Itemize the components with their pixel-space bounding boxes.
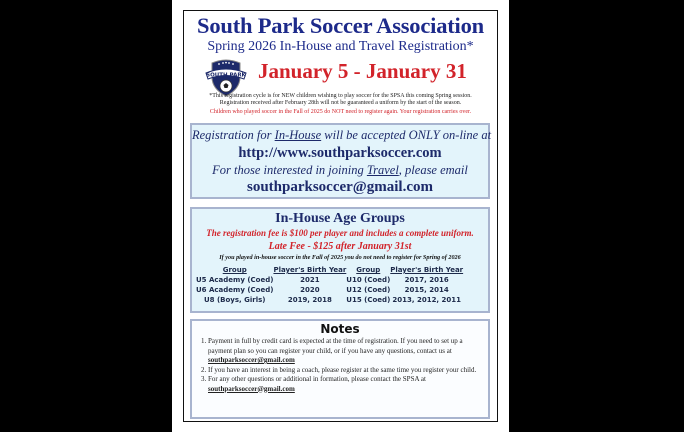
age-groups-panel bbox=[190, 207, 490, 313]
note-text: For any other questions or additional in formation, please contact the SPSA at bbox=[208, 375, 426, 383]
notes-list bbox=[198, 337, 482, 394]
birth-year-cell: 2021 bbox=[300, 276, 320, 284]
note-item bbox=[208, 375, 482, 394]
registration-fee-text: The registration fee is $100 per player and includes a complete uniform. bbox=[206, 228, 474, 238]
inhouse-text-post: will be accepted ONLY on-line at bbox=[321, 128, 492, 142]
website-link[interactable]: http://www.southparksoccer.com bbox=[238, 145, 442, 161]
birth-year-cell: 2020 bbox=[300, 286, 320, 294]
association-title: South Park Soccer Association bbox=[197, 13, 484, 38]
inhouse-text-pre: Registration for bbox=[192, 128, 275, 142]
birth-year-cell: 2015, 2014 bbox=[404, 286, 449, 294]
travel-email-text bbox=[192, 163, 488, 178]
table-header-row bbox=[196, 265, 463, 275]
fall-players-note: If you played in-house soccer in the Fall of 2025 you do not need to register for Spring of 2026 bbox=[219, 254, 461, 261]
group-cell: U6 Academy (Coed) bbox=[196, 286, 274, 294]
fine-print-uniform-deadline: Registration received after February 28th will not be guaranteed a uniform by the start of the season. bbox=[219, 100, 462, 106]
travel-text-pre: For those interested in joining bbox=[212, 163, 367, 177]
age-groups-table bbox=[196, 265, 463, 305]
table-row bbox=[196, 275, 463, 285]
birth-year-cell: 2019, 2018 bbox=[287, 296, 332, 304]
notes-panel bbox=[190, 319, 490, 419]
travel-label: Travel bbox=[366, 163, 399, 177]
registration-info-panel bbox=[190, 123, 490, 199]
note-item bbox=[208, 337, 482, 366]
late-fee-text: Late Fee - $125 after January 31st bbox=[268, 241, 412, 252]
header-group: Group bbox=[356, 266, 381, 274]
flyer-frame bbox=[183, 10, 498, 422]
notes-title: Notes bbox=[320, 322, 360, 336]
logo-text: SOUTH PARK bbox=[206, 72, 246, 79]
fine-print-new-children: *This registration cycle is for NEW children wishing to play soccer for the SPSA this coming Spring session. bbox=[209, 93, 472, 99]
inhouse-online-text bbox=[192, 128, 492, 143]
birth-year-cell: 2013, 2012, 2011 bbox=[392, 296, 462, 304]
registration-subtitle: Spring 2026 In-House and Travel Registration* bbox=[207, 39, 474, 54]
travel-text-post: , please email bbox=[398, 163, 468, 177]
contact-email-link[interactable]: southparksoccer@gmail.com bbox=[246, 179, 433, 195]
note-email-link[interactable]: southparksoccer@gmail.com bbox=[208, 384, 295, 393]
table-row bbox=[196, 285, 463, 295]
registration-dates: January 5 - January 31 bbox=[258, 59, 467, 83]
inhouse-label: In-House bbox=[274, 128, 322, 142]
note-email-link[interactable]: southparksoccer@gmail.com bbox=[208, 356, 295, 364]
group-cell: U15 (Coed) bbox=[346, 296, 391, 304]
note-text: If you have an interest in being a coach, please register at the same time you register your child. bbox=[208, 365, 477, 374]
group-cell: U8 (Boys, Girls) bbox=[203, 296, 266, 304]
flyer-page bbox=[172, 0, 509, 432]
group-cell: U12 (Coed) bbox=[346, 286, 391, 294]
group-cell: U5 Academy (Coed) bbox=[196, 276, 274, 284]
header-birth-year: Player's Birth Year bbox=[390, 266, 464, 274]
note-text: Payment in full by credit card is expected at the time of registration. If you need to set up a payment plan so you can register your child, or if you have any questions, contact us at bbox=[208, 337, 463, 355]
note-item bbox=[208, 366, 482, 376]
south-park-shield-logo-icon bbox=[204, 57, 248, 97]
header-group: Group bbox=[222, 266, 247, 274]
fine-print-fall-carryover: Children who played soccer in the Fall of 2025 do NOT need to register again. Your registration carries over. bbox=[209, 109, 472, 115]
group-cell: U10 (Coed) bbox=[346, 276, 391, 284]
age-groups-title: In-House Age Groups bbox=[275, 211, 405, 226]
table-row bbox=[196, 295, 463, 305]
birth-year-cell: 2017, 2016 bbox=[404, 276, 449, 284]
header-birth-year: Player's Birth Year bbox=[273, 266, 347, 274]
